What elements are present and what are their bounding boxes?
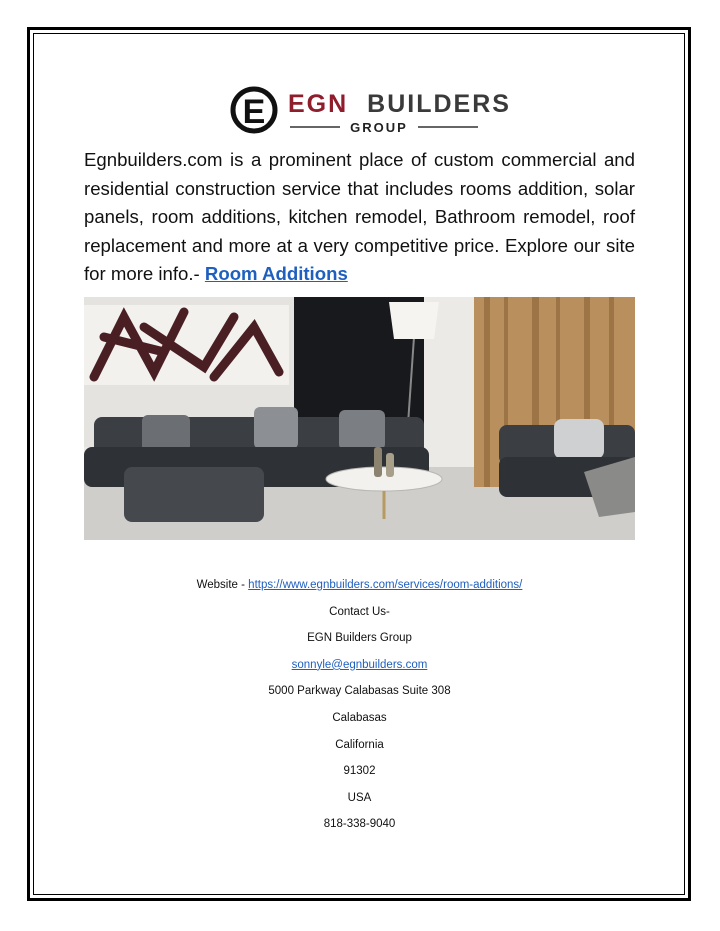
- address-line: 5000 Parkway Calabasas Suite 308: [268, 685, 451, 698]
- contact-block: [84, 576, 635, 842]
- phone-number: 818-338-9040: [323, 818, 396, 831]
- website-link[interactable]: https://www.egnbuilders.com/services/room-additions/: [248, 579, 523, 591]
- logo-name-egn: EGN: [288, 90, 349, 118]
- contact-us-heading: Contact Us-: [329, 605, 390, 618]
- egn-builders-logo: [228, 82, 511, 138]
- living-room-photo: [84, 297, 635, 540]
- company-name: EGN Builders Group: [307, 632, 412, 645]
- intro-text: Egnbuilders.com is a prominent place of custom commercial and residential construction service that includes rooms addition, solar panels, room additions, kitchen remodel, Bathroom remodel, roof replacement and more at a very competitive price. Explore our site for more info.-: [84, 149, 635, 284]
- state: California: [335, 738, 384, 751]
- city: Calabasas: [332, 711, 387, 724]
- intro-paragraph: [84, 146, 635, 289]
- website-row: [84, 576, 635, 603]
- country: USA: [347, 791, 372, 804]
- email-row: [84, 656, 635, 683]
- room-additions-link[interactable]: Room Additions: [204, 263, 348, 284]
- email-link[interactable]: sonnyle@egnbuilders.com: [291, 658, 428, 671]
- svg-text:EGN BUILDERS: [288, 90, 511, 118]
- website-label: Website -: [196, 579, 249, 591]
- logo-name-builders: BUILDERS: [367, 90, 511, 118]
- zip-code: 91302: [343, 765, 376, 778]
- logo-tagline: GROUP: [350, 120, 408, 135]
- logo-mark-letter: E: [242, 93, 266, 131]
